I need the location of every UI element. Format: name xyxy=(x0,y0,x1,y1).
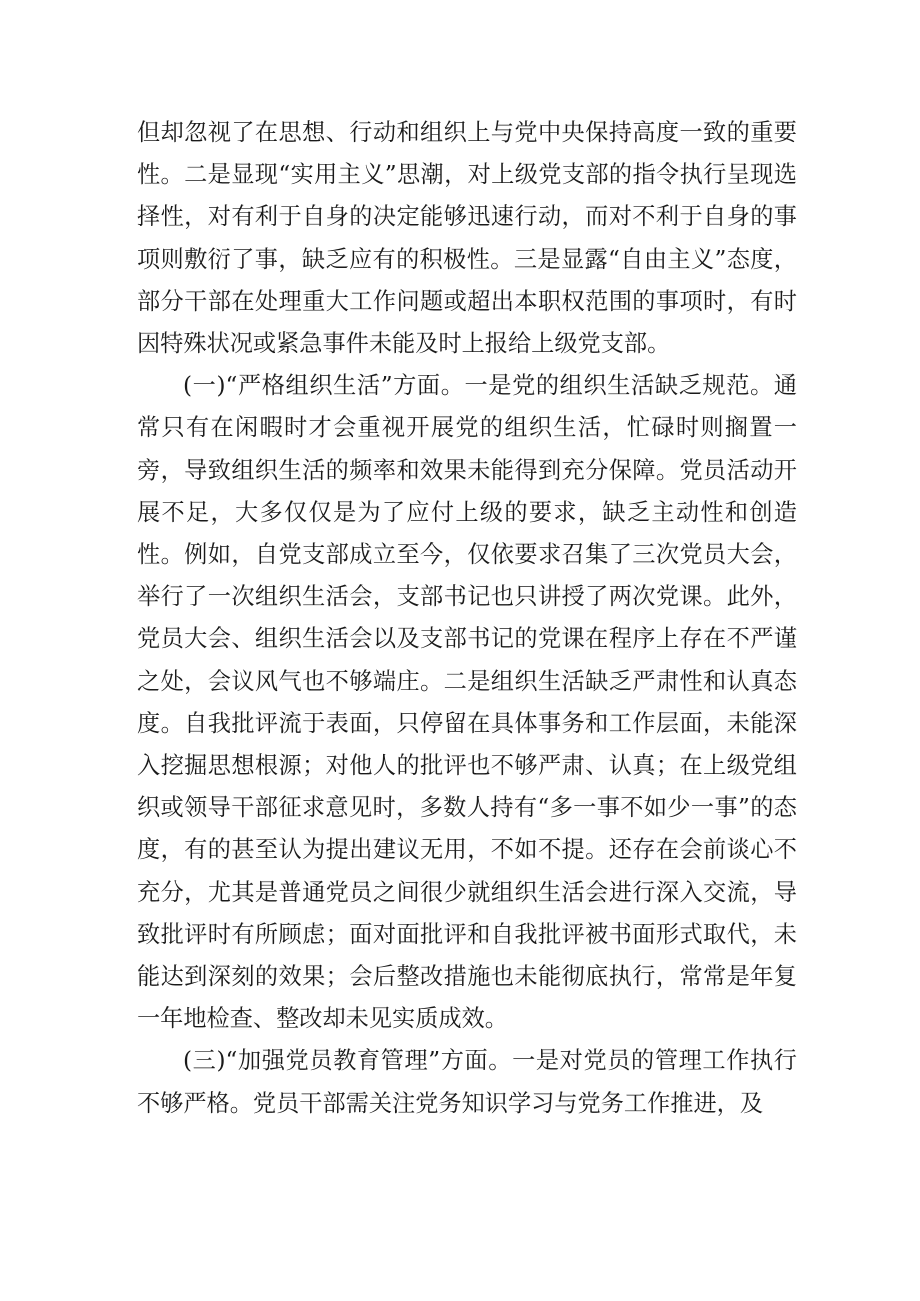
paragraph-member-education-management: (三)“加强党员教育管理”方面。一是对党员的管理工作执行不够严格。党员干部需关注党务知识学习与党务工作推进，及 xyxy=(137,1047,797,1117)
paragraph-continued: 但却忽视了在思想、行动和组织上与党中央保持高度一致的重要性。二是显现“实用主义”思潮，对上级党支部的指令执行呈现选择性，对有利于自身的决定能够迅速行动，而对不利于自身的事项则敷衍了事，缺乏应有的积极性。三是显露“自由主义”态度，部分干部在处理重大工作问题或超出本职权范围的事项时，有时因特殊状况或紧急事件未能及时上报给上级党支部。 xyxy=(137,119,797,358)
paragraph-strict-organization-life: (一)“严格组织生活”方面。一是党的组织生活缺乏规范。通常只有在闲暇时才会重视开展党的组织生活，忙碌时则搁置一旁，导致组织生活的频率和效果未能得到充分保障。党员活动开展不足，大多仅仅是为了应付上级的要求，缺乏主动性和创造性。例如，自党支部成立至今，仅依要求召集了三次党员大会，举行了一次组织生活会，支部书记也只讲授了两次党课。此外，党员大会、组织生活会以及支部书记的党课在程序上存在不严谨之处，会议风气也不够端庄。二是组织生活缺乏严肃性和认真态度。自我批评流于表面，只停留在具体事务和工作层面，未能深入挖掘思想根源；对他人的批评也不够严肃、认真；在上级党组织或领导干部征求意见时，多数人持有“多一事不如少一事”的态度，有的甚至认为提出建议无用，不如不提。还存在会前谈心不充分，尤其是普通党员之间很少就组织生活会进行深入交流，导致批评时有所顾虑；面对面批评和自我批评被书面形式取代，未能达到深刻的效果；会后整改措施也未能彻底执行，常常是年复一年地检查、整改却未见实质成效。 xyxy=(137,372,797,1033)
document-body xyxy=(137,112,797,1125)
